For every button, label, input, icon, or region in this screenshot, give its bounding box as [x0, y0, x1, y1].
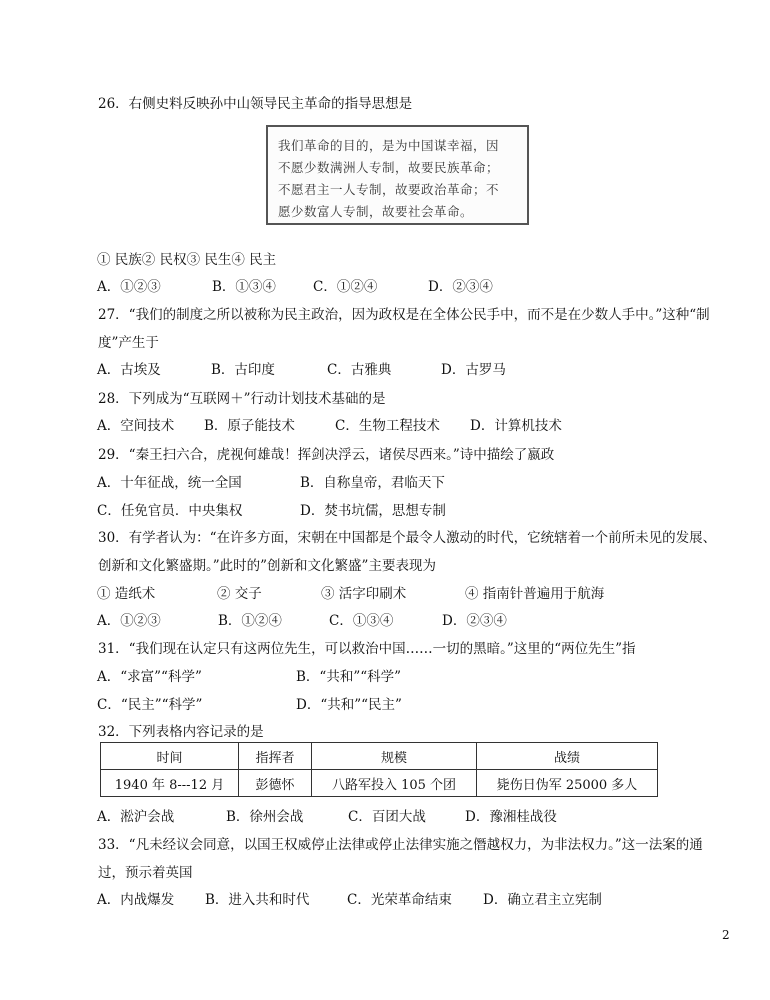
- q28-option-d: D．计算机技术: [470, 418, 562, 434]
- q28-option-a: A．空间技术: [97, 418, 175, 434]
- table-cell: 八路军投入 105 个团: [312, 770, 477, 797]
- q26-quote-line: 不愿少数满洲人专制，故要民族革命；: [278, 160, 500, 175]
- q29-option-b: B．自称皇帝，君临天下: [300, 475, 445, 491]
- table-header-row: [101, 743, 658, 770]
- page-number: 2: [722, 928, 730, 942]
- q29-option-a: A．十年征战，统一全国: [97, 475, 242, 491]
- q26-quote-line: 愿少数富人专制，故要社会革命。: [278, 204, 474, 219]
- q30-option-b: B．①②④: [218, 613, 282, 629]
- q30-item-1: ① 造纸术: [97, 586, 156, 602]
- q26-option-c: C．①②④: [313, 279, 378, 295]
- q26-stem: 26．右侧史料反映孙中山领导民主革命的指导思想是: [98, 96, 413, 112]
- q26-items: ① 民族② 民权③ 民生④ 民主: [97, 252, 277, 268]
- q33-option-c: C．光荣革命结束: [347, 892, 452, 908]
- q32-stem: 32．下列表格内容记录的是: [98, 724, 264, 740]
- q30-stem-line1: 30．有学者认为：“在许多方面，宋朝在中国都是个最令人激动的时代，它统辖着一个前所未见的发展、: [98, 530, 717, 546]
- table-row: [101, 770, 658, 797]
- q31-stem: 31．“我们现在认定只有这两位先生，可以救治中国……一切的黑暗。”这里的“两位先生”指: [98, 641, 636, 657]
- q31-option-c: C．“民主”“科学”: [97, 697, 203, 713]
- q32-option-a: A．淞沪会战: [97, 809, 175, 825]
- table-header-cell: 时间: [101, 743, 239, 770]
- q26-quote-line: 我们革命的目的，是为中国谋幸福，因: [278, 138, 500, 153]
- q31-option-d: D．“共和”“民主”: [296, 697, 402, 713]
- q28-option-b: B．原子能技术: [204, 418, 295, 434]
- q28-option-c: C．生物工程技术: [335, 418, 440, 434]
- q26-quote-line: 不愿君主一人专制，故要政治革命；不: [278, 182, 500, 197]
- q26-quote-box: [266, 125, 529, 225]
- table-cell: 彭德怀: [239, 770, 312, 797]
- q29-stem: 29．“秦王扫六合，虎视何雄哉！挥剑决浮云，诸侯尽西来。”诗中描绘了嬴政: [98, 447, 555, 463]
- q32-option-d: D．豫湘桂战役: [465, 809, 557, 825]
- table-header-cell: 规模: [312, 743, 477, 770]
- q33-option-a: A．内战爆发: [97, 892, 175, 908]
- q30-item-2: ② 交子: [217, 586, 262, 602]
- q29-option-c: C．任免官员．中央集权: [97, 503, 243, 519]
- q27-option-b: B．古印度: [211, 362, 275, 378]
- q31-option-a: A．“求富”“科学”: [97, 669, 202, 685]
- q32-option-c: C．百团大战: [348, 809, 426, 825]
- q27-stem-line1: 27．“我们的制度之所以被称为民主政治，因为政权是在全体公民手中，而不是在少数人手中。”这种“制: [98, 307, 710, 323]
- q27-option-d: D．古罗马: [441, 362, 506, 378]
- table-cell: 1940 年 8---12 月: [101, 770, 239, 797]
- q32-record-table: [100, 742, 658, 797]
- q33-stem-line2: 过，预示着英国: [98, 865, 193, 881]
- q30-item-3: ③ 活字印刷术: [321, 586, 407, 602]
- table-cell: 毙伤日伪军 25000 多人: [477, 770, 658, 797]
- q33-option-b: B．进入共和时代: [205, 892, 310, 908]
- q32-option-b: B．徐州会战: [226, 809, 304, 825]
- q29-option-d: D．焚书坑儒，思想专制: [300, 503, 446, 519]
- q26-option-a: A．①②③: [97, 279, 161, 295]
- q27-option-a: A．古埃及: [97, 362, 161, 378]
- table-header-cell: 战绩: [477, 743, 658, 770]
- q28-stem: 28．下列成为“互联网＋”行动计划技术基础的是: [98, 391, 386, 407]
- q30-item-4: ④ 指南针普遍用于航海: [465, 586, 605, 602]
- q33-stem-line1: 33．“凡未经议会同意，以国王权威停止法律或停止法律实施之僭越权力，为非法权力。”这一法案的通: [98, 837, 703, 853]
- q27-option-c: C．古雅典: [327, 362, 392, 378]
- q30-option-d: D．②③④: [442, 613, 507, 629]
- q30-stem-line2: 创新和文化繁盛期。”此时的”创新和文化繁盛”主要表现为: [98, 558, 436, 574]
- q27-stem-line2: 度”产生于: [98, 335, 159, 351]
- q31-option-b: B．“共和”“科学”: [296, 669, 402, 685]
- q30-option-a: A．①②③: [97, 613, 161, 629]
- q26-option-b: B．①③④: [212, 279, 276, 295]
- table-header-cell: 指挥者: [239, 743, 312, 770]
- q33-option-d: D．确立君主立宪制: [483, 892, 602, 908]
- q26-option-d: D．②③④: [428, 279, 493, 295]
- q30-option-c: C．①③④: [329, 613, 394, 629]
